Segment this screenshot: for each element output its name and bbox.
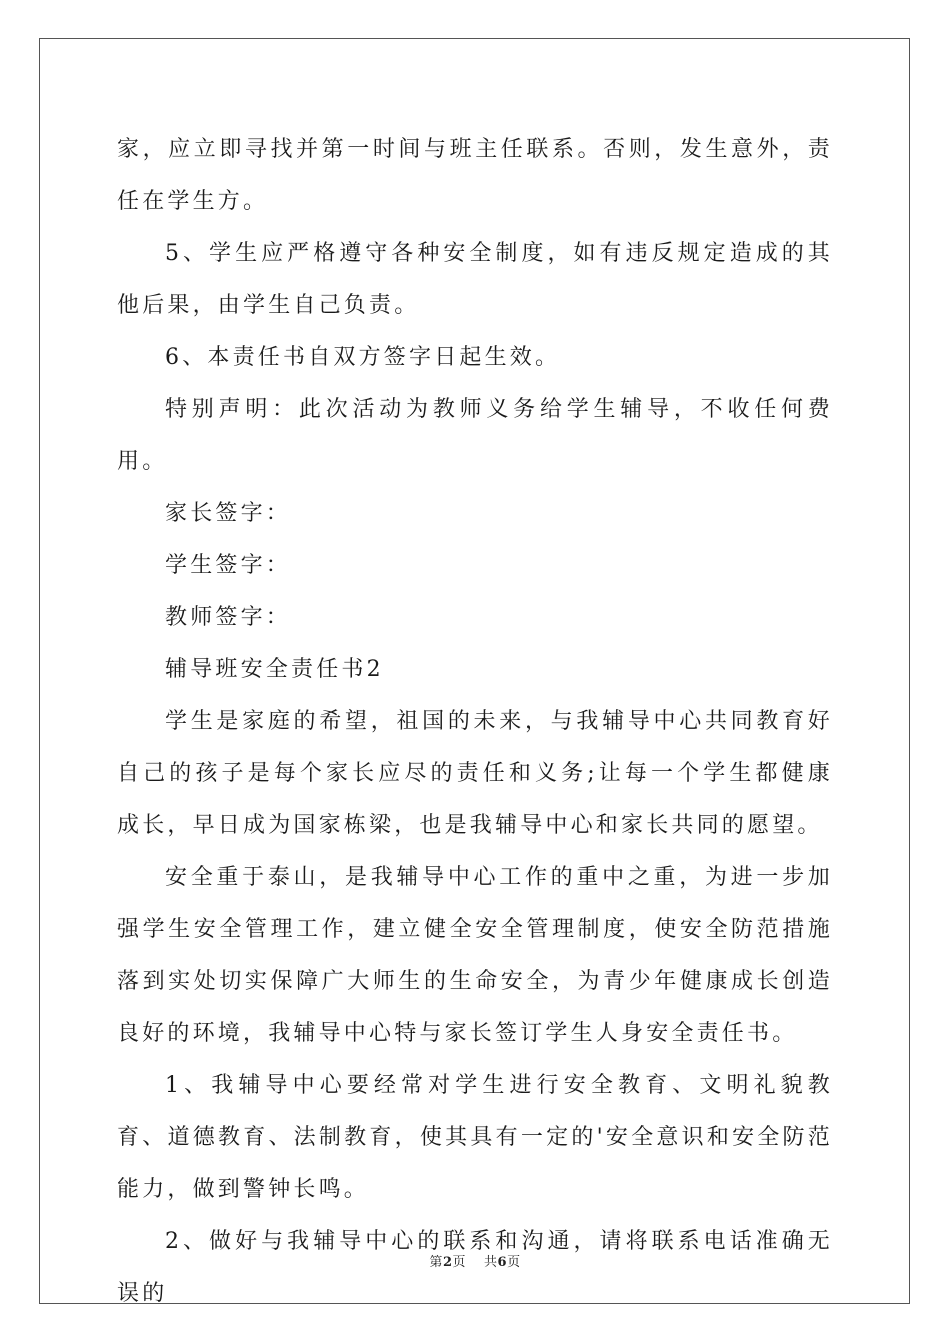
paragraph-2: 5、学生应严格遵守各种安全制度，如有违反规定造成的其他后果，由学生自己负责。 bbox=[117, 241, 833, 318]
paragraph-1: 家，应立即寻找并第一时间与班主任联系。否则，发生意外，责任在学生方。 bbox=[117, 137, 833, 214]
total-suffix: 页 bbox=[507, 1255, 521, 1270]
teacher-signature-label: 教师签字： bbox=[165, 605, 292, 630]
section-title: 辅导班安全责任书2 bbox=[165, 657, 384, 682]
paragraph-intro: 学生是家庭的希望，祖国的未来，与我辅导中心共同教育好自己的孩子是每个家长应尽的责任和义务;让每一个学生都健康成长，早日成为国家栋梁，也是我辅导中心和家长共同的愿望。 bbox=[117, 709, 833, 838]
paragraph-item-1: 1、我辅导中心要经常对学生进行安全教育、文明礼貌教育、道德教育、法制教育，使其具有一定的'安全意识和安全防范能力，做到警钟长鸣。 bbox=[117, 1073, 833, 1202]
document-body bbox=[117, 124, 833, 1320]
total-prefix: 共 bbox=[484, 1255, 498, 1270]
total-pages: 6 bbox=[497, 1255, 508, 1270]
page-footer bbox=[0, 1251, 950, 1270]
parent-signature-label: 家长签字： bbox=[165, 501, 292, 526]
special-statement: 特别声明：此次活动为教师义务给学生辅导，不收任何费用。 bbox=[117, 397, 833, 474]
paragraph-safety: 安全重于泰山，是我辅导中心工作的重中之重，为进一步加强学生安全管理工作，建立健全安全管理制度，使安全防范措施落到实处切实保障广大师生的生命安全，为青少年健康成长创造良好的环境，我辅导中心特与家长签订学生人身安全责任书。 bbox=[117, 865, 833, 1046]
page-suffix: 页 bbox=[452, 1255, 466, 1270]
paragraph-3: 6、本责任书自双方签字日起生效。 bbox=[165, 345, 561, 370]
paragraph-item-2: 2、做好与我辅导中心的联系和沟通，请将联系电话准确无误的 bbox=[117, 1229, 833, 1306]
page-prefix: 第 bbox=[429, 1255, 443, 1270]
student-signature-label: 学生签字： bbox=[165, 553, 292, 578]
page-current: 2 bbox=[442, 1255, 453, 1270]
